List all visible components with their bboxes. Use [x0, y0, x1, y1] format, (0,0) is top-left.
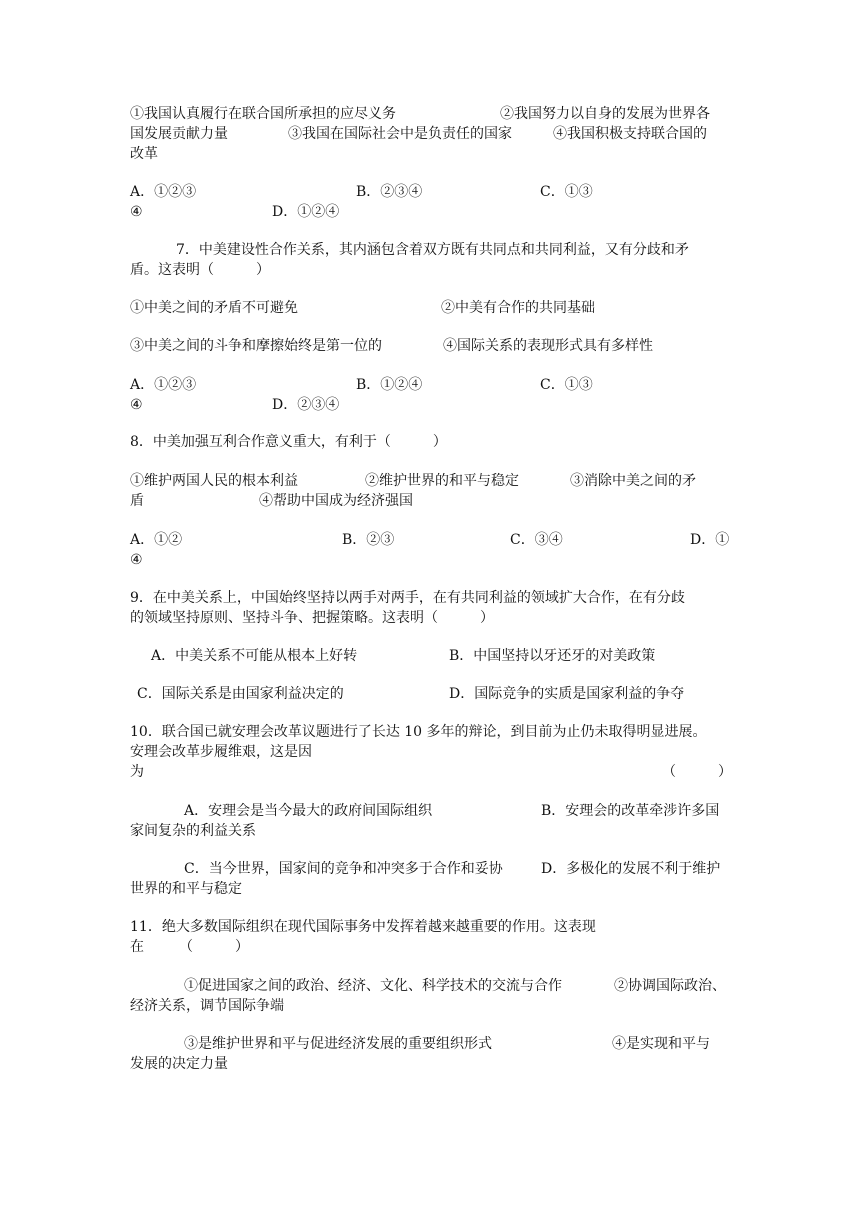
q10-answer-paren: （ ）	[662, 764, 732, 780]
q8-answer-c: C．③④	[510, 532, 563, 548]
q10-stem-end: 为	[130, 764, 144, 780]
q8-option-1: ①维护两国人民的根本利益	[130, 473, 298, 489]
q7-answer-d: D．②③④	[272, 397, 340, 413]
q8-option-4: ④帮助中国成为经济强国	[259, 493, 413, 509]
q7-option-4: ④国际关系的表现形式具有多样性	[443, 338, 653, 354]
q8-answer-d: D．①	[690, 532, 730, 548]
q7-answer-b: B．①②④	[356, 377, 423, 393]
q6-option-2-cont: 国发展贡献力量	[130, 126, 228, 142]
q7-answer-c-cont: ④	[130, 397, 143, 413]
q8-option-2: ②维护世界的和平与稳定	[365, 473, 519, 489]
q6-option-1: ①我国认真履行在联合国所承担的应尽义务	[130, 106, 396, 122]
q9-stem-cont: 的领域坚持原则、坚持斗争、把握策略。这表明（ ）	[130, 610, 494, 626]
q9-answer-b: B．中国坚持以牙还牙的对美政策	[449, 648, 656, 664]
q7-option-2: ②中美有合作的共同基础	[441, 300, 595, 316]
q7-stem-cont: 盾。这表明（ ）	[130, 262, 270, 278]
q6-option-4-cont: 改革	[130, 146, 158, 162]
q11-option-4: ④是实现和平与	[612, 1036, 710, 1052]
q10-answer-b: B．安理会的改革牵涉许多国	[541, 803, 720, 819]
q10-stem: 10．联合国已就安理会改革议题进行了长达 10 多年的辩论，到目前为止仍未取得明显进展。	[130, 724, 707, 740]
q6-option-3: ③我国在国际社会中是负责任的国家	[288, 126, 512, 142]
q8-option-3-cont: 盾	[130, 493, 144, 509]
q9-stem: 9．在中美关系上，中国始终坚持以两手对两手，在有共同利益的领域扩大合作，在有分歧	[130, 590, 685, 606]
q8-option-3: ③消除中美之间的矛	[570, 473, 696, 489]
q7-option-1: ①中美之间的矛盾不可避免	[130, 300, 298, 316]
q11-option-3: ③是维护世界和平与促进经济发展的重要组织形式	[184, 1036, 492, 1052]
q6-answer-a: A．①②③	[130, 184, 197, 200]
q9-answer-c: C．国际关系是由国家利益决定的	[137, 686, 344, 702]
q7-answer-a: A．①②③	[130, 377, 197, 393]
q7-option-3: ③中美之间的斗争和摩擦始终是第一位的	[130, 338, 382, 354]
q11-stem-cont: 在 （ ）	[130, 939, 249, 955]
q10-answer-d-cont: 世界的和平与稳定	[130, 881, 242, 897]
q7-stem: 7．中美建设性合作关系，其内涵包含着双方既有共同点和共同利益，又有分歧和矛	[176, 242, 689, 258]
q11-option-4-cont: 发展的决定力量	[130, 1056, 228, 1072]
q8-answer-d-cont: ④	[130, 552, 143, 568]
q8-answer-b: B．②③	[342, 532, 395, 548]
q11-option-1: ①促进国家之间的政治、经济、文化、科学技术的交流与合作	[184, 978, 562, 994]
q6-answer-c-cont: ④	[130, 204, 143, 220]
q11-option-2: ②协调国际政治、	[614, 978, 726, 994]
q11-option-2-cont: 经济关系，调节国际争端	[130, 998, 284, 1014]
q10-stem-cont: 安理会改革步履维艰，这是因	[130, 744, 312, 760]
q8-answer-a: A．①②	[130, 532, 183, 548]
q11-stem: 11．绝大多数国际组织在现代国际事务中发挥着越来越重要的作用。这表现	[130, 919, 596, 935]
q10-answer-b-cont: 家间复杂的利益关系	[130, 823, 256, 839]
q10-answer-a: A．安理会是当今最大的政府间国际组织	[184, 803, 433, 819]
q8-stem: 8．中美加强互利合作意义重大，有利于（ ）	[130, 434, 447, 450]
q6-answer-b: B．②③④	[356, 184, 423, 200]
q7-answer-c: C．①③	[540, 377, 593, 393]
q10-answer-c: C．当今世界，国家间的竞争和冲突多于合作和妥协	[184, 861, 503, 877]
q6-answer-d: D．①②④	[272, 204, 340, 220]
q9-answer-a: A．中美关系不可能从根本上好转	[151, 648, 358, 664]
q9-answer-d: D．国际竞争的实质是国家利益的争夺	[449, 686, 685, 702]
q6-answer-c: C．①③	[540, 184, 593, 200]
q6-option-4: ④我国积极支持联合国的	[553, 126, 707, 142]
q10-answer-d: D．多极化的发展不利于维护	[541, 861, 721, 877]
q6-option-2: ②我国努力以自身的发展为世界各	[500, 106, 710, 122]
